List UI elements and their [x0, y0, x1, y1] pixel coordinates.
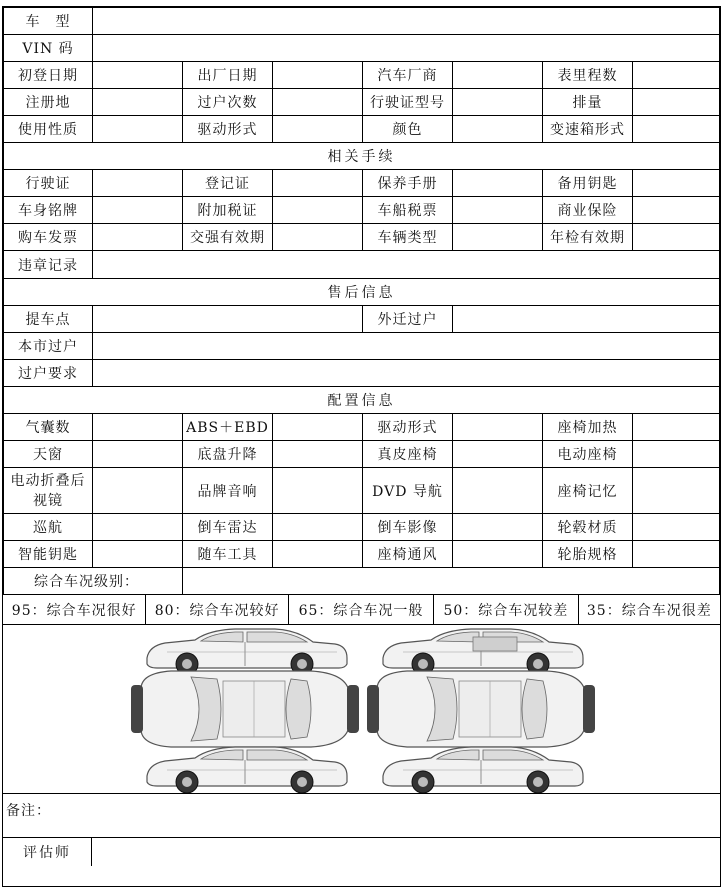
label-folding-mirrors: 电动折叠后视镜 — [4, 468, 93, 514]
value-cell[interactable] — [93, 170, 183, 197]
value-cell[interactable] — [633, 197, 720, 224]
value-relocation[interactable] — [453, 306, 720, 333]
info-table — [3, 7, 720, 595]
label-sunroof: 天窗 — [4, 441, 93, 468]
value-cell[interactable] — [633, 514, 720, 541]
appraiser-label: 评估师 — [3, 838, 92, 866]
value-cell[interactable] — [93, 116, 183, 143]
value-cell[interactable] — [273, 197, 363, 224]
label-spare-key: 备用钥匙 — [543, 170, 633, 197]
value-cell[interactable] — [633, 170, 720, 197]
label-pickup-point: 提车点 — [4, 306, 93, 333]
value-cell[interactable] — [453, 197, 543, 224]
label-manufacture-date: 出厂日期 — [183, 62, 273, 89]
value-cell[interactable] — [633, 89, 720, 116]
remarks-label: 备注： — [6, 803, 51, 819]
label-registration-place: 注册地 — [4, 89, 93, 116]
value-cell[interactable] — [633, 414, 720, 441]
label-smart-key: 智能钥匙 — [4, 541, 93, 568]
label-chassis-lift: 底盘升降 — [183, 441, 273, 468]
value-cell[interactable] — [93, 197, 183, 224]
label-leather-seats: 真皮座椅 — [363, 441, 453, 468]
label-vin: VIN 码 — [4, 35, 93, 62]
value-vin[interactable] — [93, 35, 720, 62]
value-pickup-point[interactable] — [93, 306, 363, 333]
value-cell[interactable] — [633, 441, 720, 468]
grade-option-35[interactable]: 35：综合车况很差 — [579, 595, 720, 625]
value-cell[interactable] — [453, 170, 543, 197]
value-cell[interactable] — [273, 441, 363, 468]
value-cell[interactable] — [273, 514, 363, 541]
grade-option-50[interactable]: 50：综合车况较差 — [434, 595, 578, 625]
label-compulsory-insurance: 交强有效期 — [183, 224, 273, 251]
vehicle-inspection-form — [2, 6, 721, 887]
label-dvd-navigation: DVD 导航 — [363, 468, 453, 514]
value-cell[interactable] — [273, 62, 363, 89]
label-local-transfer: 本市过户 — [4, 333, 93, 360]
section-aftersales: 售后信息 — [4, 279, 720, 306]
label-displacement: 排量 — [543, 89, 633, 116]
value-local-transfer[interactable] — [93, 333, 720, 360]
label-wheel-material: 轮毂材质 — [543, 514, 633, 541]
label-tire-spec: 轮胎规格 — [543, 541, 633, 568]
value-transfer-requirement[interactable] — [93, 360, 720, 387]
label-transfer-count: 过户次数 — [183, 89, 273, 116]
value-cell[interactable] — [93, 89, 183, 116]
label-driving-license: 行驶证 — [4, 170, 93, 197]
label-license-model: 行驶证型号 — [363, 89, 453, 116]
value-cell[interactable] — [633, 224, 720, 251]
remarks-area[interactable] — [3, 794, 720, 838]
label-onboard-tools: 随车工具 — [183, 541, 273, 568]
grade-option-95[interactable]: 95：综合车况很好 — [3, 595, 146, 625]
label-seat-memory: 座椅记忆 — [543, 468, 633, 514]
car-diagram — [3, 625, 720, 794]
value-violations[interactable] — [93, 251, 720, 279]
label-color: 颜色 — [363, 116, 453, 143]
label-commercial-insurance: 商业保险 — [543, 197, 633, 224]
value-cell[interactable] — [93, 224, 183, 251]
value-cell[interactable] — [273, 224, 363, 251]
label-maintenance-manual: 保养手册 — [363, 170, 453, 197]
value-overall-grade[interactable] — [183, 568, 720, 595]
label-reverse-camera: 倒车影像 — [363, 514, 453, 541]
label-gearbox: 变速箱形式 — [543, 116, 633, 143]
appraiser-value[interactable] — [92, 838, 720, 866]
grade-option-65[interactable]: 65：综合车况一般 — [289, 595, 434, 625]
label-model: 车 型 — [4, 8, 93, 35]
label-first-registration: 初登日期 — [4, 62, 93, 89]
value-cell[interactable] — [273, 468, 363, 514]
label-drive-form: 驱动形式 — [363, 414, 453, 441]
label-annual-inspection: 年检有效期 — [543, 224, 633, 251]
label-surtax-cert: 附加税证 — [183, 197, 273, 224]
grade-scale — [3, 595, 720, 625]
label-vehicle-type: 车辆类型 — [363, 224, 453, 251]
label-usage: 使用性质 — [4, 116, 93, 143]
value-cell[interactable] — [633, 62, 720, 89]
section-procedures: 相关手续 — [4, 143, 720, 170]
value-cell[interactable] — [93, 414, 183, 441]
value-cell[interactable] — [453, 414, 543, 441]
value-cell[interactable] — [273, 116, 363, 143]
value-cell[interactable] — [453, 441, 543, 468]
section-config: 配置信息 — [4, 387, 720, 414]
value-cell[interactable] — [453, 116, 543, 143]
value-cell[interactable] — [93, 468, 183, 514]
label-seat-ventilation: 座椅通风 — [363, 541, 453, 568]
value-cell[interactable] — [273, 414, 363, 441]
label-parking-radar: 倒车雷达 — [183, 514, 273, 541]
value-cell[interactable] — [273, 89, 363, 116]
value-cell[interactable] — [633, 541, 720, 568]
label-violations: 违章记录 — [4, 251, 93, 279]
label-mileage: 表里程数 — [543, 62, 633, 89]
value-cell[interactable] — [633, 116, 720, 143]
label-overall-grade: 综合车况级别： — [4, 568, 183, 595]
value-cell[interactable] — [453, 514, 543, 541]
label-invoice: 购车发票 — [4, 224, 93, 251]
label-vessel-tax: 车船税票 — [363, 197, 453, 224]
value-cell[interactable] — [93, 441, 183, 468]
value-cell[interactable] — [633, 468, 720, 514]
value-cell[interactable] — [93, 62, 183, 89]
label-relocation: 外迁过户 — [363, 306, 453, 333]
label-registration-cert: 登记证 — [183, 170, 273, 197]
value-cell[interactable] — [453, 468, 543, 514]
label-brand-audio: 品牌音响 — [183, 468, 273, 514]
appraiser-row — [3, 838, 720, 866]
value-cell[interactable] — [273, 170, 363, 197]
car-outline-icon[interactable] — [3, 625, 719, 793]
value-cell[interactable] — [453, 224, 543, 251]
label-nameplate: 车身铭牌 — [4, 197, 93, 224]
value-model[interactable] — [93, 8, 720, 35]
label-abs-ebd: ABS＋EBD — [183, 414, 273, 441]
value-cell[interactable] — [273, 541, 363, 568]
grade-option-80[interactable]: 80：综合车况较好 — [146, 595, 288, 625]
value-cell[interactable] — [93, 514, 183, 541]
label-drive-type: 驱动形式 — [183, 116, 273, 143]
label-cruise: 巡航 — [4, 514, 93, 541]
label-transfer-requirement: 过户要求 — [4, 360, 93, 387]
label-power-seats: 电动座椅 — [543, 441, 633, 468]
value-cell[interactable] — [453, 62, 543, 89]
value-cell[interactable] — [453, 89, 543, 116]
value-cell[interactable] — [453, 541, 543, 568]
value-cell[interactable] — [93, 541, 183, 568]
label-manufacturer: 汽车厂商 — [363, 62, 453, 89]
label-seat-heating: 座椅加热 — [543, 414, 633, 441]
label-airbags: 气囊数 — [4, 414, 93, 441]
